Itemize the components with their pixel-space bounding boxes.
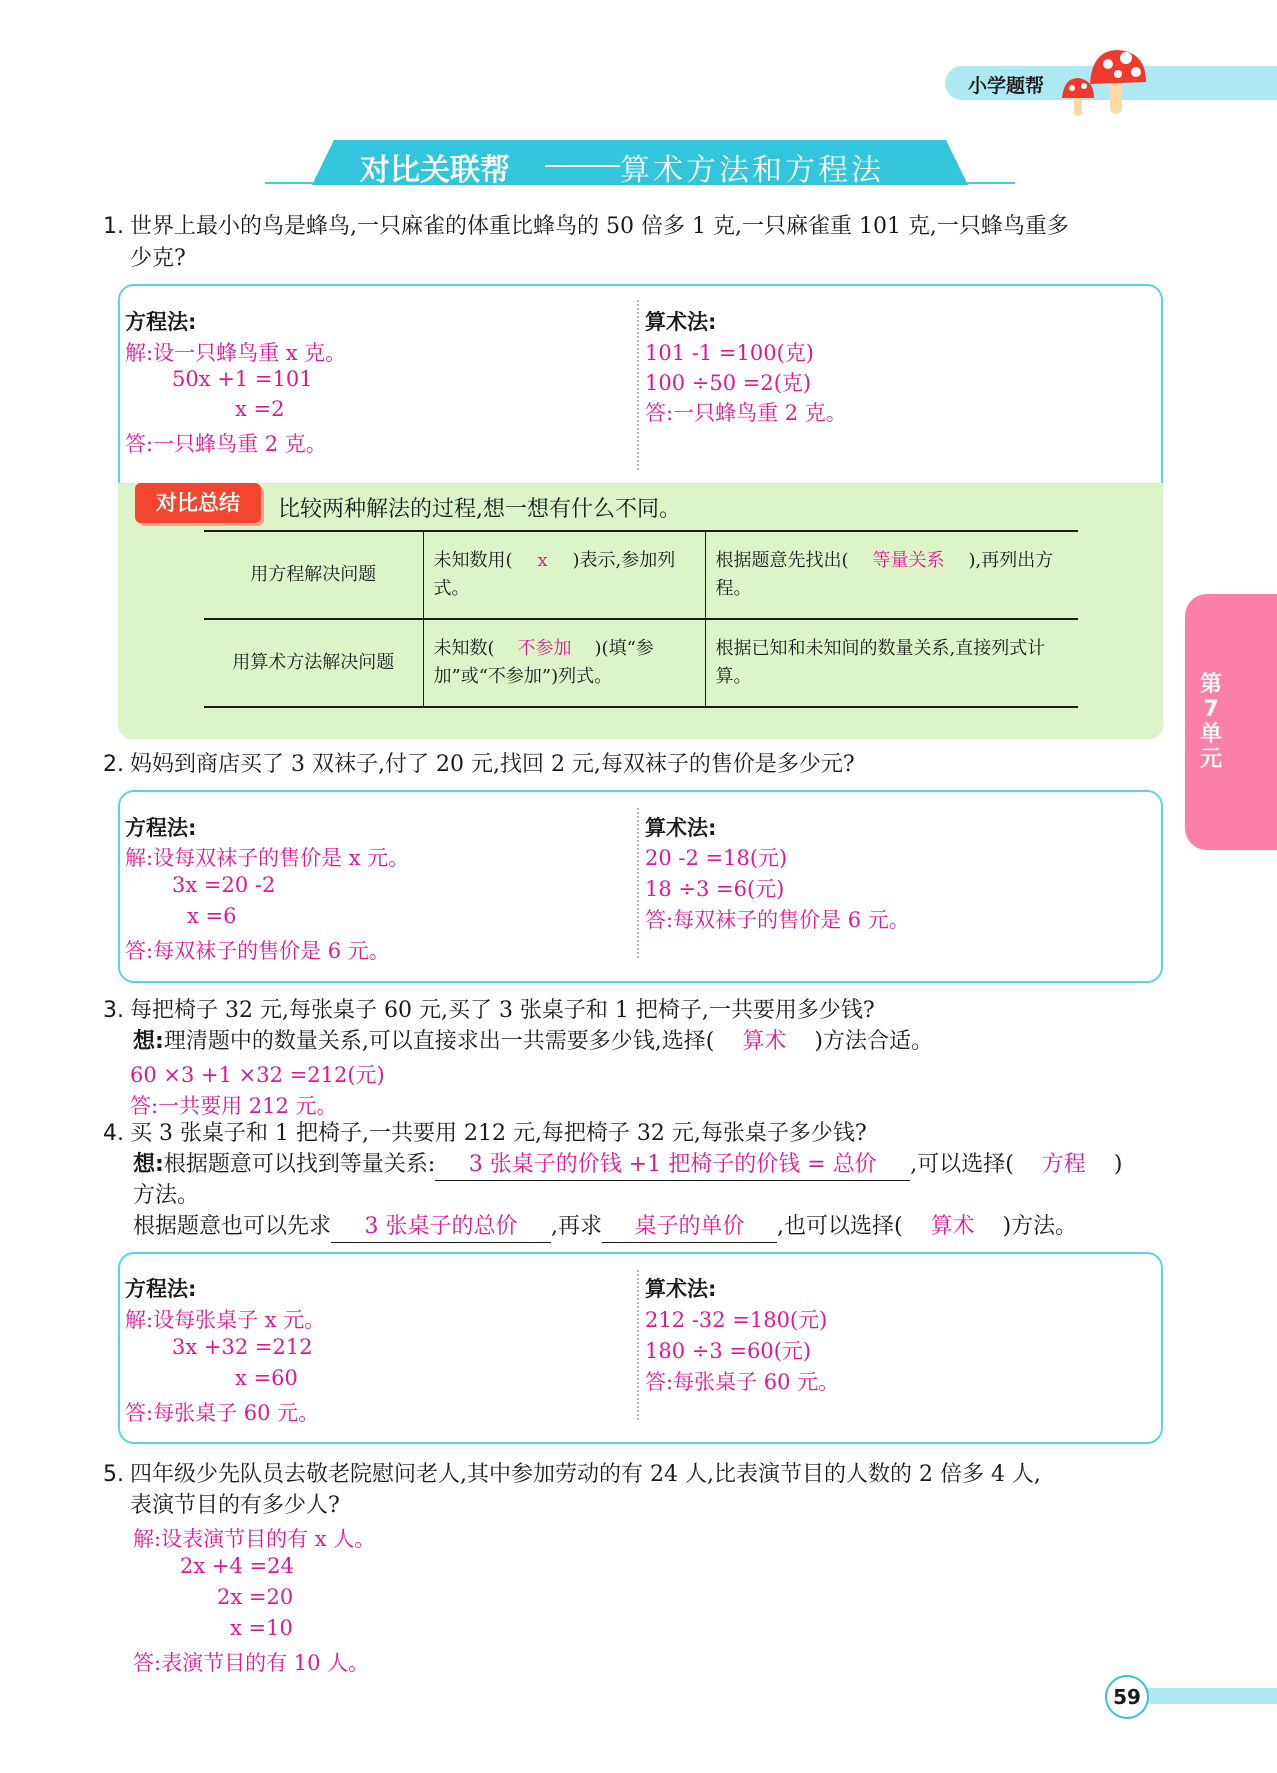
- q5-text-line1: 四年级少先队员去敬老院慰问老人,其中参加劳动的有 24 人,比表演节目的人数的 2 倍多 4 人,: [130, 1462, 1041, 1487]
- q1-eq-line: 答:一只蜂鸟重 2 克。: [125, 432, 327, 456]
- q4-arithmetic-title: 算术法:: [645, 1277, 717, 1301]
- line-fill: 桌子的单价: [602, 1212, 777, 1243]
- q2-ar-line: 18 ÷3 =6(元): [645, 877, 785, 901]
- cell-text: )表示,参加列式。: [433, 550, 676, 599]
- table-cell: [705, 531, 1078, 619]
- q5-answer-line: x =10: [230, 1616, 293, 1640]
- line-text: ,再求: [551, 1214, 603, 1239]
- q3-answer-line: 60 ×3 +1 ×32 =212(元): [130, 1063, 385, 1087]
- cell-text: 未知数(: [433, 638, 495, 659]
- line-text: 根据题意也可以先求: [133, 1214, 332, 1239]
- q2-arithmetic-title: 算术法:: [645, 816, 717, 840]
- q1-equation-title: 方程法:: [125, 310, 197, 334]
- q1-text-line2: 少克?: [130, 246, 186, 271]
- q3-number: 3.: [103, 998, 124, 1023]
- think-text: 根据题意可以找到等量关系:: [163, 1152, 436, 1177]
- q2-eq-line: 3x =20 -2: [172, 873, 276, 897]
- cell-fill: x: [537, 550, 548, 571]
- q5-answer-line: 答:表演节目的有 10 人。: [133, 1651, 370, 1675]
- think-text: ): [1113, 1152, 1123, 1177]
- q1-ar-line: 101 -1 =100(克): [645, 341, 814, 365]
- q2-equation-title: 方程法:: [125, 816, 197, 840]
- q5-answer-line: 2x +4 =24: [180, 1554, 294, 1578]
- summary-tag: 对比总结: [135, 483, 261, 523]
- q4-ar-line: 180 ÷3 =60(元): [645, 1339, 812, 1363]
- q3-text: 每把椅子 32 元,每张桌子 60 元,买了 3 张桌子和 1 把椅子,一共要用多少钱?: [130, 998, 875, 1023]
- think-label: 想:: [133, 1029, 164, 1054]
- q5-number: 5.: [103, 1462, 124, 1487]
- q4-eq-line: x =60: [235, 1366, 298, 1390]
- q1-eq-line: x =2: [235, 397, 285, 421]
- q4-divider: [637, 1270, 639, 1420]
- q1-text-line1: 世界上最小的鸟是蜂鸟,一只麻雀的体重比蜂鸟的 50 倍多 1 克,一只麻雀重 101 克,一只蜂鸟重多: [130, 214, 1069, 239]
- q1-ar-line: 100 ÷50 =2(克): [645, 371, 812, 395]
- line-text: ,也可以选择(: [777, 1214, 903, 1239]
- table-row: [204, 531, 1078, 619]
- q5-answer-line: 解:设表演节目的有 x 人。: [133, 1527, 376, 1551]
- q4-text: 买 3 张桌子和 1 把椅子,一共要用 212 元,每把椅子 32 元,每张桌子多少钱?: [130, 1121, 867, 1146]
- mushroom-icon: [1060, 44, 1150, 120]
- q2-eq-line: 答:每双袜子的售价是 6 元。: [125, 939, 390, 963]
- q3-answer-line: 答:一共要用 212 元。: [130, 1094, 338, 1118]
- unit-char: 第: [1199, 672, 1222, 697]
- q2-number: 2.: [103, 752, 124, 777]
- title-dash: [545, 165, 620, 167]
- line-text: )方法。: [1002, 1214, 1078, 1239]
- title-sub: 算术方法和方程法: [620, 153, 884, 188]
- row-head-arithmetic: 用算术方法解决问题: [204, 619, 423, 707]
- cell-text: )(填“参加”或“不参加”)列式。: [433, 638, 654, 687]
- cell-fill: 不参加: [517, 638, 572, 659]
- cell-text: 根据题意先找出(: [715, 550, 849, 571]
- q5-text-line2: 表演节目的有多少人?: [130, 1493, 340, 1518]
- think-fill: 算术: [742, 1029, 787, 1054]
- q4-eq-line: 解:设每张桌子 x 元。: [125, 1308, 326, 1332]
- q1-eq-line: 解:设一只蜂鸟重 x 克。: [125, 341, 347, 365]
- q1-arithmetic-title: 算术法:: [645, 310, 717, 334]
- q4-number: 4.: [103, 1121, 124, 1146]
- q2-eq-line: 解:设每双袜子的售价是 x 元。: [125, 846, 410, 870]
- think-text: )方法合适。: [814, 1029, 933, 1054]
- q1-number: 1.: [103, 214, 124, 239]
- q2-eq-line: x =6: [187, 904, 237, 928]
- q2-ar-line: 答:每双袜子的售价是 6 元。: [645, 908, 910, 932]
- page-number: 59: [1105, 1675, 1149, 1719]
- cell-text: ),再列出方程。: [715, 550, 1054, 599]
- q5-answer-line: 2x =20: [217, 1585, 294, 1609]
- brand-label: 小学题帮: [968, 75, 1045, 97]
- cell-text: 未知数用(: [433, 550, 513, 571]
- q4-eq-line: 答:每张桌子 60 元。: [125, 1401, 320, 1425]
- table-cell: [423, 531, 705, 619]
- q1-divider: [637, 300, 639, 470]
- table-cell: 根据已知和未知间的数量关系,直接列式计算。: [705, 619, 1078, 707]
- line-fill: 算术: [930, 1214, 975, 1239]
- line-fill: 3 张桌子的总价: [331, 1212, 551, 1243]
- q2-text: 妈妈到商店买了 3 双袜子,付了 20 元,找回 2 元,每双袜子的售价是多少元?: [130, 752, 855, 777]
- compare-table: [204, 530, 1078, 708]
- q4-ar-line: 212 -32 =180(元): [645, 1308, 828, 1332]
- cell-fill: 等量关系: [872, 550, 945, 571]
- q2-ar-line: 20 -2 =18(元): [645, 846, 788, 870]
- q1-ar-line: 答:一只蜂鸟重 2 克。: [645, 401, 847, 425]
- think-text: 理清题中的数量关系,可以直接求出一共需要多少钱,选择(: [163, 1029, 715, 1054]
- unit-char: 单: [1199, 722, 1222, 747]
- unit-char: 7: [1203, 697, 1219, 722]
- think-label: 想:: [133, 1152, 164, 1177]
- summary-text: 比较两种解法的过程,想一想有什么不同。: [278, 497, 681, 522]
- think-fill: 3 张桌子的价钱 +1 把椅子的价钱 = 总价: [435, 1150, 910, 1181]
- q1-eq-line: 50x +1 =101: [172, 367, 313, 391]
- table-row: [204, 619, 1078, 707]
- q4-ar-line: 答:每张桌子 60 元。: [645, 1370, 840, 1394]
- q2-divider: [637, 808, 639, 958]
- q3-think: [133, 1027, 933, 1057]
- title-main: 对比关联帮: [360, 153, 510, 188]
- row-head-equation: 用方程解决问题: [204, 531, 423, 619]
- unit-label: [1198, 672, 1224, 772]
- think-text: ,可以选择(: [910, 1152, 1014, 1177]
- q4-think: [133, 1150, 1122, 1181]
- think-fill: 方程: [1041, 1152, 1086, 1177]
- unit-char: 元: [1199, 747, 1222, 772]
- q4-eq-line: 3x +32 =212: [172, 1335, 313, 1359]
- q4-think-cont: 方法。: [133, 1183, 200, 1208]
- q4-equation-title: 方程法:: [125, 1277, 197, 1301]
- q4-line3: [133, 1212, 1077, 1243]
- table-cell: [423, 619, 705, 707]
